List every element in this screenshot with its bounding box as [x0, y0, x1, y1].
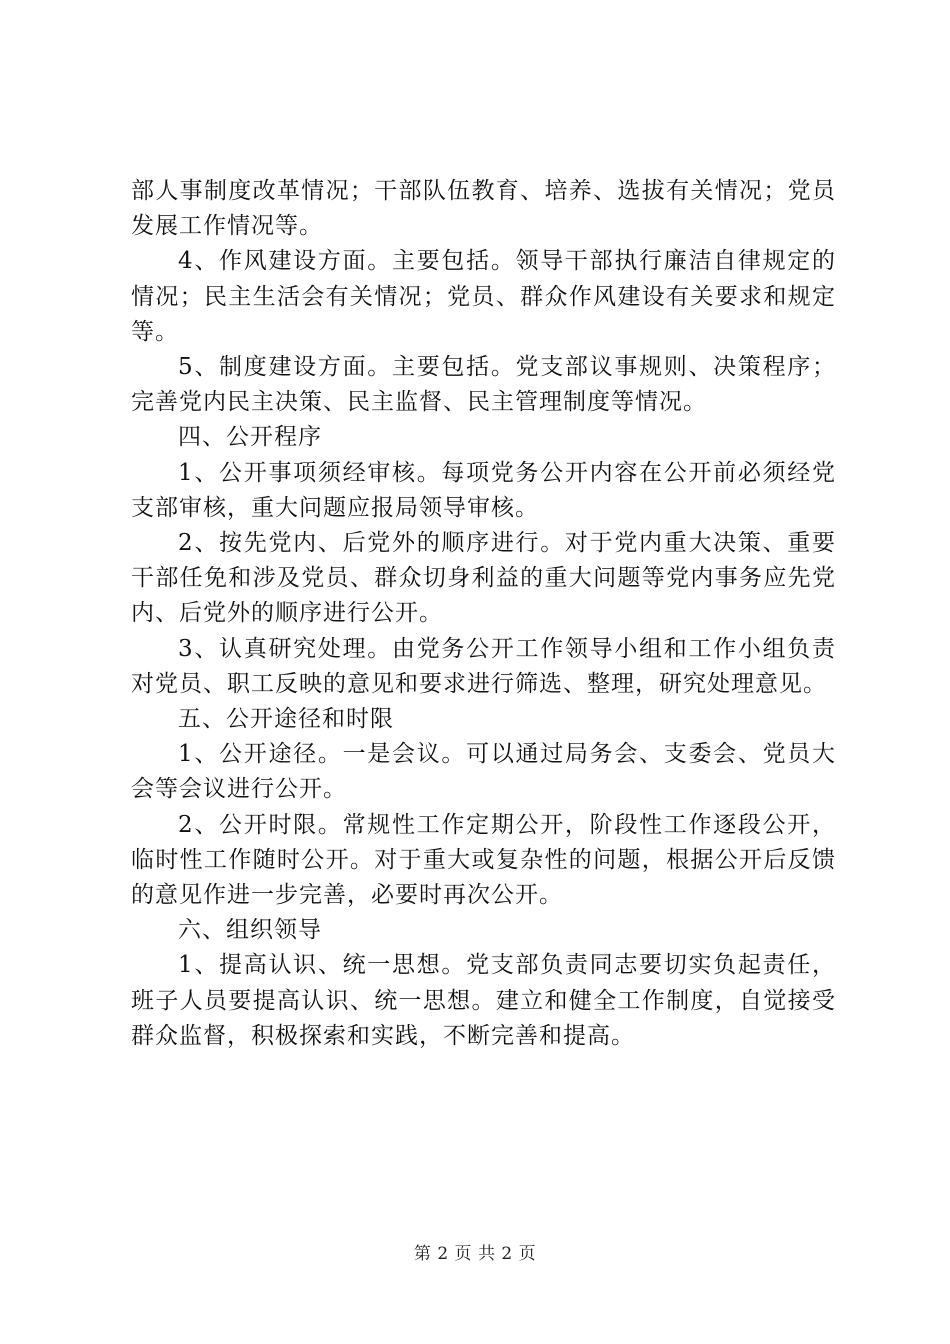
paragraph-work-style: 4、作风建设方面。主要包括。领导干部执行廉洁自律规定的情况；民主生活会有关情况；党员、群众作风建设有关要求和规定等。	[131, 248, 836, 345]
paragraph-review: 1、公开事项须经审核。每项党务公开内容在公开前必须经党支部审核，重大问题应报局领导审核。	[131, 459, 836, 521]
paragraph-order: 2、按先党内、后党外的顺序进行。对于党内重大决策、重要干部任免和涉及党员、群众切身利益的重大问题等党内事务应先党内、后党外的顺序进行公开。	[131, 530, 836, 627]
paragraph-channels: 1、公开途径。一是会议。可以通过局务会、支委会、党员大会等会议进行公开。	[131, 741, 836, 803]
page-footer: 第 2 页 共 2 页	[413, 1244, 537, 1264]
paragraph-continuation: 部人事制度改革情况；干部队伍教育、培养、选拔有关情况；党员发展工作情况等。	[131, 178, 836, 240]
section-heading-leadership: 六、组织领导	[178, 917, 322, 944]
document-body	[131, 174, 836, 1054]
paragraph-handling: 3、认真研究处理。由党务公开工作领导小组和工作小组负责对党员、职工反映的意见和要求进行筛选、整理，研究处理意见。	[131, 635, 836, 697]
paragraph-awareness: 1、提高认识、统一思想。党支部负责同志要切实负起责任，班子人员要提高认识、统一思想。建立和健全工作制度，自觉接受群众监督，积极探索和实践，不断完善和提高。	[131, 952, 836, 1049]
paragraph-system-building: 5、制度建设方面。主要包括。党支部议事规则、决策程序；完善党内民主决策、民主监督、民主管理制度等情况。	[131, 354, 836, 416]
paragraph-time-limits: 2、公开时限。常规性工作定期公开，阶段性工作逐段公开，临时性工作随时公开。对于重大或复杂性的问题，根据公开后反馈的意见作进一步完善，必要时再次公开。	[131, 811, 836, 909]
section-heading-channels: 五、公开途径和时限	[178, 706, 394, 733]
section-heading-procedure: 四、公开程序	[178, 424, 322, 451]
